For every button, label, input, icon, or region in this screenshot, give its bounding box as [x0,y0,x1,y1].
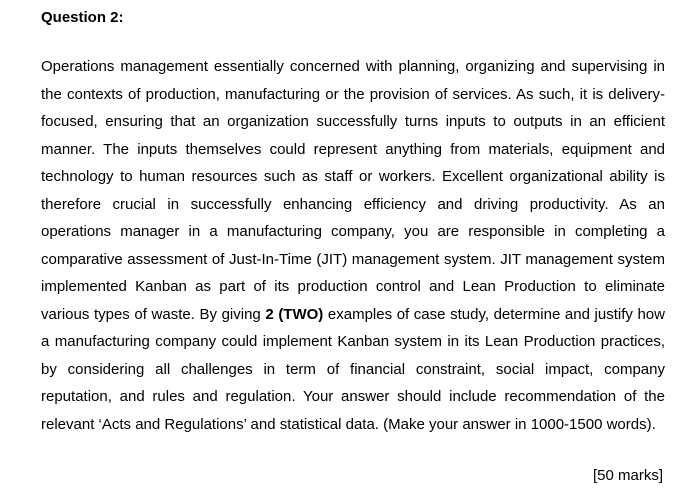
marks-label: [50 marks] [592,467,663,484]
case-study-count: 2 (TWO) [265,305,324,323]
question-body-text-1: Operations management essentially concerned with planning, organizing and supervising in the contexts of production, manufacturing or the provision of services. As such, it is delivery-focused, ensuring that an organization successfully turns inputs to outputs in an efficient manner. The inputs themselves could represent anything from materials, equipment and technology to human resources such as staff or workers. Excellent organizational ability is therefore crucial in successfully enhancing efficiency and driving productivity. As an operations manager in a manufacturing company, you are responsible in completing a comparative assessment of Just-In-Time (JIT) management system. JIT management system implemented Kanban as part of its production control and Lean Production to eliminate various types of waste. By giving [41,58,665,323]
question-title: Question 2: [41,9,124,26]
question-body [41,53,665,438]
question-body-text-2: examples of case study, determine and justify how a manufacturing company could implement Kanban system in its Lean Production practices, by considering all challenges in term of financial constraint, social impact, company reputation, and rules and regulation. Your answer should include recommendation of the relevant ‘Acts and Regulations’ and statistical data. (Make your answer in 1000-1500 words). [41,305,665,433]
